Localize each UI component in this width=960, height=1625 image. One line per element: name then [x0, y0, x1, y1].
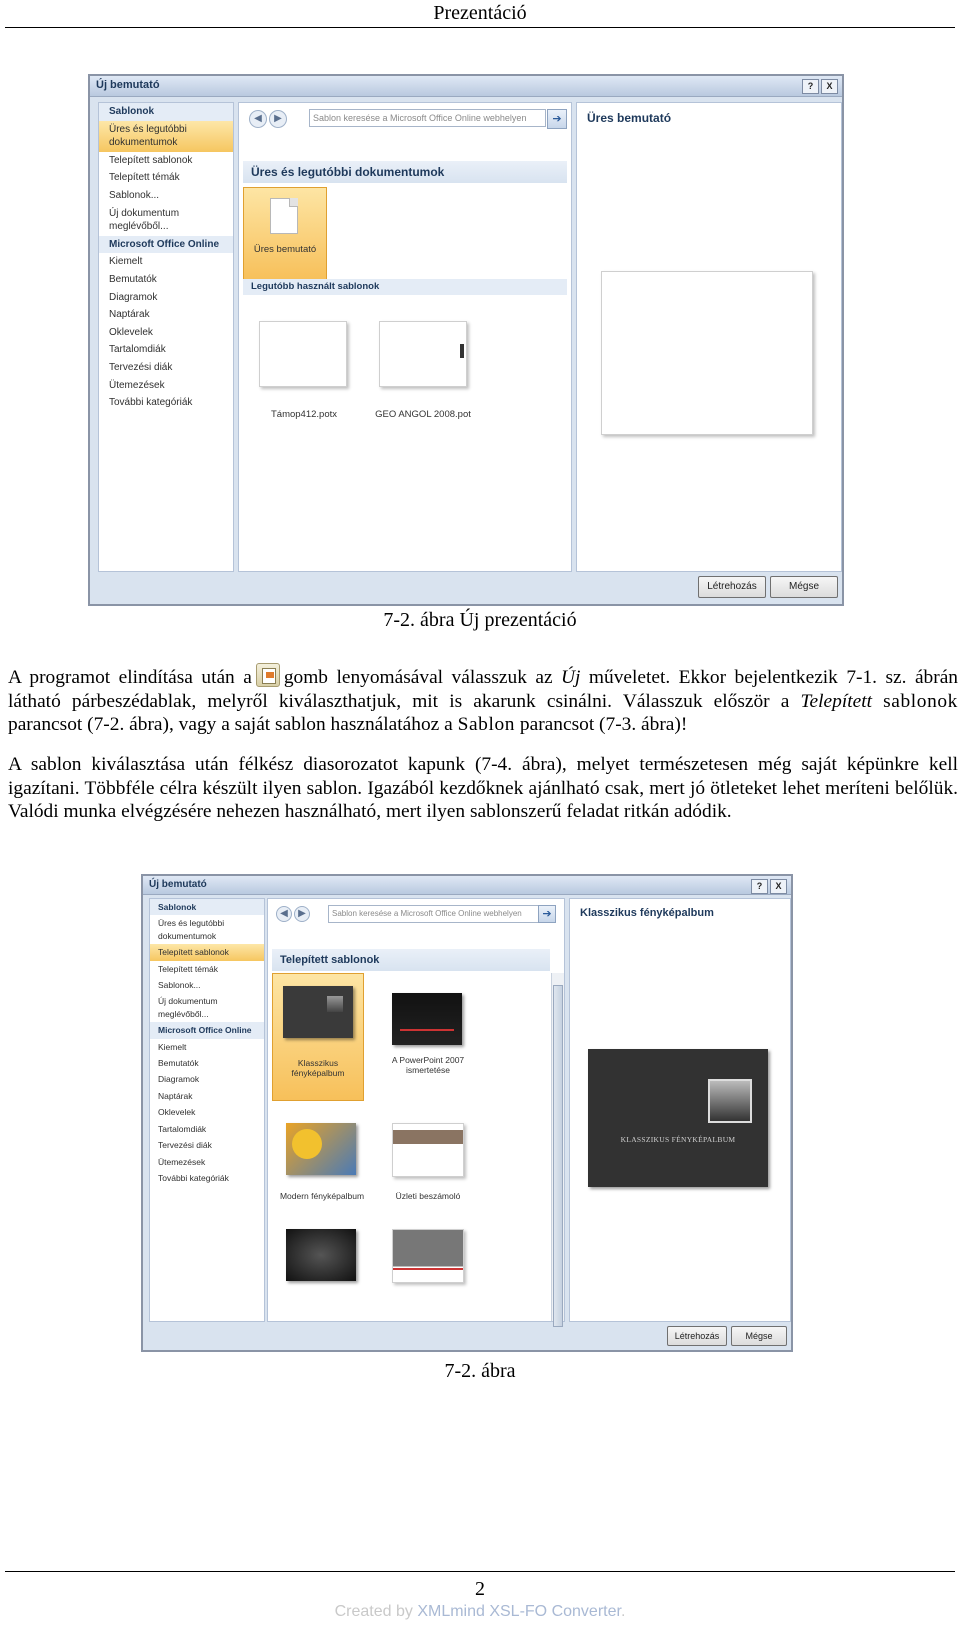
page-header: Prezentáció [433, 2, 527, 24]
nav-item[interactable]: Ütemezések [109, 379, 165, 391]
nav-section-heading: Microsoft Office Online [150, 1022, 264, 1038]
nav-section-heading: Microsoft Office Online [99, 236, 233, 254]
nav-item[interactable]: Tervezési diák [158, 1140, 212, 1151]
nav-item[interactable]: Üres és legutóbbi dokumentumok [99, 121, 233, 152]
nav-item[interactable]: Üres és legutóbbi dokumentumok [158, 918, 225, 941]
close-button[interactable]: X [821, 79, 838, 94]
template-label-modern-album: Modern fényképalbum [279, 1191, 365, 1201]
nav-item[interactable]: További kategóriák [158, 1172, 229, 1183]
paragraph-1-italic-new: Új [561, 667, 581, 688]
preview-blank-slide [601, 271, 813, 435]
nav-item[interactable]: Új dokumentum meglévőből... [158, 996, 218, 1019]
nav-item[interactable]: Diagramok [158, 1074, 200, 1085]
close-button[interactable]: X [770, 879, 787, 894]
template-category-nav [149, 898, 265, 1322]
recent-template-label-2: GEO ANGOL 2008.pot [375, 409, 471, 420]
figure-caption-2: 7-2. ábra [444, 1360, 516, 1382]
help-button[interactable]: ? [751, 879, 768, 894]
nav-item[interactable]: Naptárak [158, 1090, 193, 1101]
recent-templates-heading: Legutóbb használt sablonok [243, 279, 567, 295]
paragraph-1-text-b: gomb lenyomásával válasszuk az [283, 667, 553, 688]
preview-title: Klasszikus fényképalbum [580, 907, 714, 919]
recent-template-thumb-2[interactable] [379, 321, 467, 387]
blank-presentation-tile[interactable] [243, 187, 327, 281]
section-title: Üres és legutóbbi dokumentumok [243, 161, 567, 183]
nav-item[interactable]: Sablonok... [158, 980, 201, 991]
nav-item[interactable]: Tartalomdiák [109, 344, 166, 356]
template-tile-classic-album[interactable] [272, 973, 364, 1101]
nav-item[interactable]: Telepített sablonok [150, 944, 264, 960]
template-label-classic-album: Klasszikus fényképalbum [291, 1058, 345, 1078]
section-title: Telepített sablonok [272, 949, 550, 971]
dialog-titlebar [90, 76, 842, 97]
template-list-pane [238, 102, 572, 572]
nav-item[interactable]: Bemutatók [158, 1058, 199, 1069]
paragraph-2: A sablon kiválasztása után félkész diasorozatot kapunk (7-4. ábra), melyet természetesen még saját képünkre kell igazítani. Többféle célra készült ilyen sablon. Igazából kezdőknek ajánlható csak, mert jó ötleteket lehet meríteni belőlük. Valódi munka elvégzésére nehezen használható, mert ilyen sablonszerű feladat ritkán adódik. [8, 754, 958, 823]
cancel-button[interactable]: Mégse [731, 1326, 787, 1346]
converter-credit [0, 1603, 960, 1621]
scrollbar-thumb[interactable] [553, 985, 563, 1327]
search-input[interactable]: Sablon keresése a Microsoft Office Online webhelyen [309, 109, 546, 127]
nav-item[interactable]: Tartalomdiák [158, 1123, 207, 1134]
paragraph-1-italic-installed: Telepített [800, 690, 872, 712]
template-thumb-classic-album [283, 986, 353, 1038]
footer-rule [5, 1571, 955, 1572]
forward-arrow-icon[interactable]: ▶ [269, 110, 287, 128]
help-button[interactable]: ? [802, 79, 819, 94]
template-thumb-business-report[interactable] [392, 1123, 464, 1177]
converter-brand: XMLmind XSL-FO Converter [417, 1603, 621, 1620]
template-list-scrollbar[interactable] [551, 973, 564, 1321]
nav-item[interactable]: További kategóriák [109, 397, 193, 409]
nav-item[interactable]: Ütemezések [158, 1156, 206, 1167]
page-number: 2 [475, 1578, 485, 1600]
converter-suffix: . [620, 1603, 626, 1620]
new-presentation-dialog-2 [141, 874, 793, 1352]
forward-arrow-icon[interactable]: ▶ [294, 906, 310, 922]
nav-item[interactable]: Oklevelek [109, 326, 153, 338]
preview-title: Üres bemutató [587, 111, 672, 125]
figure-caption-1: 7-2. ábra Új prezentáció [383, 609, 577, 631]
nav-item[interactable]: Diagramok [109, 291, 158, 303]
nav-item[interactable]: Új dokumentum meglévőből... [109, 207, 180, 233]
preview-slide-text: KLASSZIKUS FÉNYKÉPALBUM [620, 1135, 736, 1144]
nav-item[interactable]: Sablonok... [109, 189, 160, 201]
blank-document-icon [270, 198, 298, 234]
search-row [272, 903, 560, 925]
create-button[interactable]: Létrehozás [698, 576, 766, 598]
template-list-pane [267, 898, 565, 1322]
dialog-title: Új bemutató [96, 79, 160, 91]
paragraph-1-text-c: műveletet. Ekkor bejelentkezik 7-1. sz. ábrán látható párbeszédablak, melyről kiválaszthatjuk, mit is akarunk csinálni. Válasszuk először a [8, 667, 959, 712]
nav-item[interactable]: Naptárak [109, 309, 150, 321]
create-button[interactable]: Létrehozás [667, 1326, 727, 1346]
nav-item[interactable]: Bemutatók [109, 273, 157, 285]
paragraph-1-text-d: parancsot (7-2. ábra), vagy a saját sablon használatához a [8, 714, 453, 736]
paragraph-1-command-templates: sablonok [883, 690, 958, 712]
template-label-powerpoint-2007: A PowerPoint 2007 ismertetése [391, 1055, 465, 1075]
template-label-business-report: Üzleti beszámoló [395, 1191, 461, 1201]
recent-template-thumb-1[interactable] [259, 321, 347, 387]
nav-item[interactable]: Telepített sablonok [109, 154, 193, 166]
dialog-titlebar [143, 876, 791, 895]
header-rule [5, 27, 955, 28]
back-arrow-icon[interactable]: ◀ [249, 110, 267, 128]
paragraph-1-text-e: parancsot (7-3. ábra)! [519, 714, 688, 736]
converter-prefix: Created by [334, 1603, 418, 1620]
dialog-title: Új bemutató [149, 879, 207, 890]
nav-item[interactable]: Kiemelt [158, 1041, 187, 1052]
back-arrow-icon[interactable]: ◀ [276, 906, 292, 922]
paragraph-1-command-template: Sablon [457, 714, 516, 736]
blank-presentation-label: Üres bemutató [253, 244, 317, 255]
nav-item[interactable]: Telepített témák [109, 172, 180, 184]
template-thumb-gray[interactable] [392, 1229, 464, 1283]
nav-section-heading: Sablonok [99, 103, 233, 121]
preview-pane [569, 898, 791, 1322]
new-presentation-dialog-1 [88, 74, 844, 606]
office-button-icon [256, 663, 280, 687]
nav-item[interactable]: Telepített témák [158, 963, 219, 974]
nav-section-heading: Sablonok [150, 899, 264, 915]
template-category-nav [98, 102, 234, 572]
nav-item[interactable]: Kiemelt [109, 256, 143, 268]
recent-template-label-1: Támop412.potx [270, 409, 337, 420]
search-row [243, 107, 567, 129]
nav-item[interactable]: Oklevelek [158, 1107, 196, 1118]
template-thumb-powerpoint-2007[interactable] [392, 993, 462, 1045]
template-thumb-modern-album[interactable] [286, 1123, 356, 1175]
paragraph-1-text-a: A programot elindítása után a [8, 667, 252, 688]
search-go-button[interactable]: ➔ [538, 905, 556, 923]
paragraph-1 [8, 663, 958, 737]
nav-item[interactable]: Tervezési diák [109, 361, 173, 373]
search-go-button[interactable]: ➔ [547, 109, 567, 129]
preview-slide [588, 1049, 768, 1187]
preview-pane [576, 102, 842, 572]
search-input[interactable]: Sablon keresése a Microsoft Office Online webhelyen [328, 905, 539, 923]
template-thumb-dark[interactable] [286, 1229, 356, 1281]
cancel-button[interactable]: Mégse [770, 576, 838, 598]
